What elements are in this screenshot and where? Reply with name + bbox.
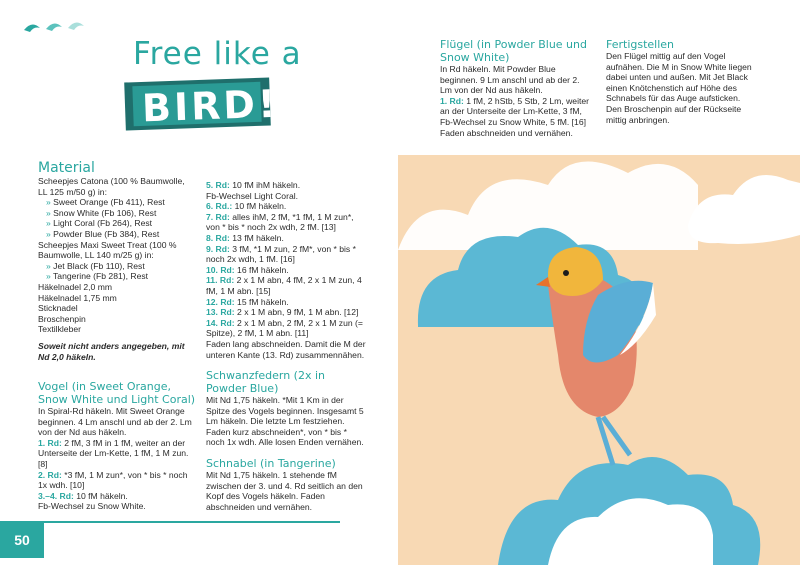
material-list [38, 176, 198, 335]
col2-row-text: 2 x 1 M abn, 4 fM, 2 x 1 M zun, 4 fM, 1 M abn. [15] [206, 275, 362, 296]
three-birds-icon [22, 18, 94, 38]
fluegel-intro: In Rd häkeln. Mit Powder Blue beginnen. 9 Lm anschl und ab der 2. Lm von der Nd aus häkeln. [440, 64, 580, 96]
material-item [38, 293, 198, 304]
col2-row [206, 244, 366, 265]
vogel-row-text: 10 fM häkeln. [73, 490, 128, 501]
fertig-text: Den Flügel mittig auf den Vogel aufnähen. Die M in Snow White liegen dabei unten und außen. Mit Jet Black einen Knötchenstich auf Höhe des Schnabels für das Auge aufsticken. Den Broschenpin auf der Rückseite mittig anbringen. [606, 51, 752, 125]
material-section [38, 160, 198, 362]
vogel-row-label: 3.–4. Rd: [38, 490, 74, 501]
col2-row-text: 15 fM häkeln. [234, 296, 289, 307]
page-number: 50 [0, 522, 44, 558]
material-item [38, 324, 198, 335]
vogel-row [38, 470, 198, 491]
bird-photo [398, 155, 800, 565]
vogel-row-label: 1. Rd: [38, 437, 62, 448]
col2-row-label: 7. Rd: [206, 211, 230, 222]
material-item-text: Tangerine (Fb 281), Rest [53, 271, 149, 282]
material-item [38, 261, 198, 272]
material-item [38, 197, 198, 208]
fluegel-heading: Flügel (in Powder Blue und Snow White) [440, 38, 587, 64]
material-heading: Material [38, 160, 95, 176]
vogel-row [38, 491, 198, 502]
material-item-text: Häkelnadel 1,75 mm [38, 292, 117, 303]
vogel-row [38, 438, 198, 470]
fluegel-outro: Faden abschneiden und vernähen. [440, 127, 573, 138]
material-item-text: Scheepjes Maxi Sweet Treat (100 % [38, 239, 177, 250]
col2-row-label: 6. Rd.: [206, 201, 233, 212]
col2-rows [206, 180, 366, 339]
col2-row-label: 13. Rd: [206, 307, 235, 318]
material-item-text: Broschenpin [38, 313, 86, 324]
col2-row [206, 318, 366, 339]
col2-row [206, 275, 366, 296]
col2-row [206, 191, 366, 202]
cloud-white-right [688, 175, 800, 244]
material-item-text: Light Coral (Fb 264), Rest [53, 218, 153, 229]
material-item [38, 229, 198, 240]
col2-row-text: 2 x 1 M abn, 2 fM, 2 x 1 M zun (= Spitze), 2 fM, 1 M abn. [11] [206, 317, 363, 339]
vogel-intro: In Spiral-Rd häkeln. Mit Sweet Orange beginnen. 4 Lm anschl und ab der 2. Lm von der Nd aus häkeln. [38, 406, 192, 438]
col2-row-text: 3 fM, *1 M zun, 2 fM*, von * bis * noch 2x wdh, 1 fM. [16] [206, 243, 356, 265]
fertig-heading: Fertigstellen [606, 38, 675, 51]
schwanz-text: Mit Nd 1,75 häkeln. *Mit 1 Km in der Spitze des Vogels beginnen. Insgesamt 5 Lm häkeln. Die letzte Lm festziehen. Faden kurz abschneiden*, von * bis * noch 1x wdh. Alle losen Enden vernähen. [206, 395, 364, 448]
col2-row [206, 201, 366, 212]
material-item [38, 218, 198, 229]
col2-row-label: 11. Rd: [206, 275, 235, 286]
vogel-heading: Vogel (in Sweet Orange, Snow White und Light Coral) [38, 380, 196, 406]
col2-row-text: 16 fM häkeln. [234, 264, 289, 275]
bullet-icon: » [46, 218, 54, 229]
col2-row-text: 10 fM häkeln. [232, 201, 287, 212]
vogel-row-text: 2 fM, 3 fM in 1 fM, weiter an der Unterseite der Lm-Kette, 1 fM, 1 M zun. [8] [38, 437, 189, 469]
fluegel-row-1-text: 1 fM, 2 hStb, 5 Stb, 2 Lm, weiter an der Unterseite der Lm-Kette, 3 fM, Fb-Wechsel zu Snow White, 5 fM. [16] [440, 95, 590, 127]
material-item [38, 240, 198, 251]
material-item [38, 303, 198, 314]
material-item [38, 282, 198, 293]
bullet-icon: » [46, 197, 54, 208]
fluegel-section [440, 38, 590, 138]
bird-photo-illustration [398, 155, 800, 565]
bullet-icon: » [46, 271, 54, 282]
material-item [38, 187, 198, 198]
col2-row-text: 13 fM häkeln. [229, 232, 284, 243]
material-note: Soweit nicht anders angegeben, mit Nd 2,0 häkeln. [38, 340, 185, 362]
material-item [38, 250, 198, 261]
material-item-text: Powder Blue (Fb 384), Rest [53, 228, 160, 239]
bullet-icon: » [46, 207, 54, 218]
vogel-rows [38, 438, 198, 502]
material-item-text: Sweet Orange (Fb 411), Rest [53, 197, 165, 208]
col2-row [206, 180, 366, 191]
material-item-text: Sticknadel [38, 303, 78, 314]
schnabel-text: Mit Nd 1,75 häkeln. 1 stehende fM zwischen der 3. und 4. Rd seitlich an den Kopf des Vogels häkeln. Faden abschneiden und vernähen. [206, 470, 363, 512]
material-item [38, 314, 198, 325]
col2-row-text: Fb-Wechsel Light Coral. [206, 190, 299, 201]
page-bar [0, 521, 340, 523]
material-item [38, 176, 198, 187]
material-item [38, 208, 198, 219]
vogel-outro: Fb-Wechsel zu Snow White. [38, 501, 146, 512]
fluegel-row-1 [440, 96, 590, 128]
crochet-bird [536, 247, 656, 465]
material-item-text: Snow White (Fb 106), Rest [53, 207, 157, 218]
vogel-row-text: *3 fM, 1 M zun*, von * bis * noch 1x wdh. [10] [38, 469, 188, 491]
material-item-text: Jet Black (Fb 110), Rest [53, 260, 145, 271]
col2-row [206, 233, 366, 244]
col2-outro: Faden lang abschneiden. Damit die M der unteren Kante (13. Rd) zusammennähen. [206, 338, 366, 360]
vogel-row-label: 2. Rd: [38, 469, 62, 480]
col2-row-label: 5. Rd: [206, 180, 230, 190]
col2-row [206, 307, 366, 318]
vogel-section [38, 380, 198, 512]
material-item [38, 271, 198, 282]
bullet-icon: » [46, 260, 54, 271]
col2-row-label: 9. Rd: [206, 243, 230, 254]
col2-row [206, 265, 366, 276]
col2-row-label: 12. Rd: [206, 296, 235, 307]
col2-section [206, 180, 366, 512]
col2-row [206, 212, 366, 233]
col2-row-label: 10. Rd: [206, 264, 235, 275]
material-item-text: Baumwolle, LL 140 m/25 g) in: [38, 250, 154, 261]
material-item-text: LL 125 m/50 g) in: [38, 186, 107, 197]
material-item-text: Scheepjes Catona (100 % Baumwolle, [38, 176, 185, 186]
cloud-bottom [498, 457, 760, 565]
page-title-line2: BIRD! [141, 81, 279, 131]
col2-row-text: alles ihM, 2 fM, *1 fM, 1 M zun*, von * bis * noch 2x wdh, 2 fM. [13] [206, 211, 354, 233]
schnabel-heading: Schnabel (in Tangerine) [206, 457, 336, 471]
col2-row-label: 8. Rd: [206, 232, 230, 243]
fertig-section [606, 38, 758, 125]
col2-row-label: 14. Rd: [206, 317, 235, 328]
col2-row [206, 297, 366, 308]
material-item-text: Häkelnadel 2,0 mm [38, 281, 113, 292]
bullet-icon: » [46, 228, 54, 239]
page-title-line1: Free like a [133, 36, 302, 72]
col2-row-text: 10 fM ihM häkeln. [229, 180, 301, 190]
fluegel-row-1-label: 1. Rd: [440, 95, 464, 106]
material-item-text: Textilkleber [38, 324, 81, 335]
schwanz-heading: Schwanzfedern (2x in Powder Blue) [206, 369, 325, 396]
col2-row-text: 2 x 1 M abn, 9 fM, 1 M abn. [12] [234, 307, 359, 318]
